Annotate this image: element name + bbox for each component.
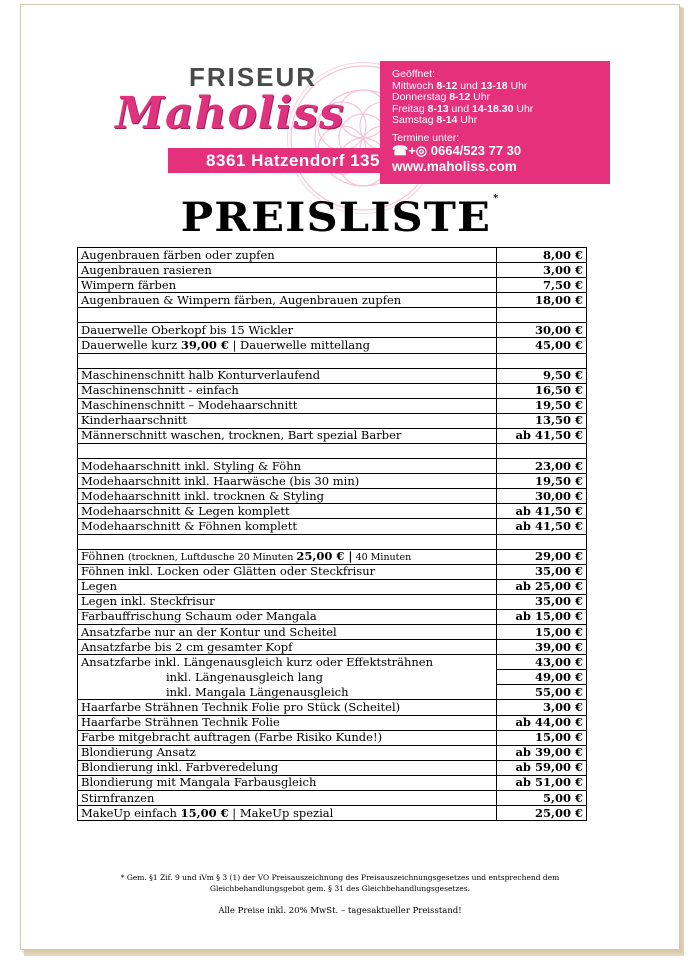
price-row	[78, 338, 587, 353]
price-value: ab 25,00 €	[497, 579, 587, 594]
service-name: Ansatzfarbe nur an der Kontur und Scheitel	[78, 624, 497, 639]
price-row	[78, 248, 587, 263]
service-name: Föhnen inkl. Locken oder Glätten oder Steckfrisur	[78, 564, 497, 579]
service-name: Ansatzfarbe bis 2 cm gesamter Kopf	[78, 640, 497, 655]
price-value: ab 41,50 €	[497, 428, 587, 443]
price-row	[78, 685, 587, 700]
price-row	[78, 413, 587, 428]
service-name: Blondierung mit Mangala Farbausgleich	[78, 775, 497, 790]
price-value: ab 41,50 €	[497, 504, 587, 519]
service-name: Farbauffrischung Schaum oder Mangala	[78, 609, 497, 624]
vat-note: Alle Preise inkl. 20% MwSt. – tagesaktueller Preisstand!	[218, 906, 462, 916]
price-value: 13,50 €	[497, 413, 587, 428]
price-value: ab 41,50 €	[497, 519, 587, 534]
price-row	[78, 640, 587, 655]
service-name: Modehaarschnitt inkl. Styling & Föhn	[78, 459, 497, 474]
service-name: Haarfarbe Strähnen Technik Folie pro Stück (Scheitel)	[78, 700, 497, 715]
service-name: Augenbrauen färben oder zupfen	[78, 248, 497, 263]
price-row	[78, 700, 587, 715]
price-row	[78, 564, 587, 579]
price-row	[78, 730, 587, 745]
price-row	[78, 624, 587, 639]
price-value: 25,00 €	[497, 806, 587, 821]
service-name: Dauerwelle Oberkopf bis 15 Wickler	[78, 323, 497, 338]
price-row	[78, 504, 587, 519]
service-name: Kinderhaarschnitt	[78, 413, 497, 428]
appointments-label: Termine unter:	[392, 131, 460, 144]
hours-list	[392, 81, 610, 127]
phone-whatsapp-icon: ☎+◎	[392, 143, 428, 158]
service-name: Männerschnitt waschen, trocknen, Bart spezial Barber	[78, 428, 497, 443]
spacer-row	[78, 308, 587, 323]
opening-hours-box	[380, 61, 610, 184]
price-value: 35,00 €	[497, 594, 587, 609]
price-row	[78, 519, 587, 534]
service-name: Haarfarbe Strähnen Technik Folie	[78, 715, 497, 730]
price-value: 23,00 €	[497, 459, 587, 474]
price-row	[78, 791, 587, 806]
price-row	[78, 368, 587, 383]
price-value: 39,00 €	[497, 640, 587, 655]
price-row	[78, 745, 587, 760]
price-value: 19,50 €	[497, 398, 587, 413]
price-value: 15,00 €	[497, 730, 587, 745]
price-value: ab 44,00 €	[497, 715, 587, 730]
service-name: Farbe mitgebracht auftragen (Farbe Risiko Kunde!)	[78, 730, 497, 745]
price-row	[78, 806, 587, 821]
price-value: 3,00 €	[497, 263, 587, 278]
service-name: Maschinenschnitt halb Konturverlaufend	[78, 368, 497, 383]
price-value: ab 59,00 €	[497, 760, 587, 775]
price-row	[78, 760, 587, 775]
service-name: Augenbrauen & Wimpern färben, Augenbrauen zupfen	[78, 293, 497, 308]
service-name: Modehaarschnitt inkl. trocknen & Styling	[78, 489, 497, 504]
price-value: 9,50 €	[497, 368, 587, 383]
service-name: Stirnfranzen	[78, 791, 497, 806]
hours-row: Freitag 8-13 und 14-18.30 Uhr	[392, 102, 534, 115]
price-value: 43,00 €	[497, 655, 587, 670]
hours-row: Samstag 8-14 Uhr	[392, 114, 478, 126]
service-name: Maschinenschnitt - einfach	[78, 383, 497, 398]
price-row	[78, 428, 587, 443]
price-row	[78, 459, 587, 474]
price-value: 35,00 €	[497, 564, 587, 579]
price-value: 55,00 €	[497, 685, 587, 700]
service-name: Dauerwelle kurz 39,00 € | Dauerwelle mittellang	[78, 338, 497, 353]
service-name: Blondierung Ansatz	[78, 745, 497, 760]
service-name: inkl. Längenausgleich lang	[78, 670, 497, 685]
price-value: 45,00 €	[497, 338, 587, 353]
hours-label: Geöffnet:	[392, 68, 436, 80]
spacer-row	[78, 534, 587, 549]
price-row	[78, 398, 587, 413]
service-name: Föhnen (trocknen, Luftdusche 20 Minuten 25,00 € | 40 Minuten	[78, 549, 497, 564]
website-link[interactable]: www.maholiss.com	[392, 158, 517, 174]
price-row	[78, 655, 587, 670]
service-name: inkl. Mangala Längenausgleich	[78, 685, 497, 700]
price-value: ab 15,00 €	[497, 609, 587, 624]
price-value: 16,50 €	[497, 383, 587, 398]
phone-number[interactable]: 0664/523 77 30	[430, 143, 522, 158]
price-value: 7,50 €	[497, 278, 587, 293]
salon-logo	[80, 60, 380, 178]
price-row	[78, 579, 587, 594]
service-name: MakeUp einfach 15,00 € | MakeUp spezial	[78, 806, 497, 821]
price-value: 3,00 €	[497, 700, 587, 715]
price-value: 29,00 €	[497, 549, 587, 564]
price-row	[78, 715, 587, 730]
service-name: Modehaarschnitt & Legen komplett	[78, 504, 497, 519]
hours-row: Donnerstag 8-12 Uhr	[392, 91, 491, 103]
spacer-row	[78, 444, 587, 459]
brand-name: Maholiss	[115, 88, 345, 139]
price-value: 5,00 €	[497, 791, 587, 806]
title-footnote-mark: *	[493, 194, 500, 204]
service-name: Legen inkl. Steckfrisur	[78, 594, 497, 609]
address-banner: 8361 Hatzendorf 135	[168, 148, 418, 173]
price-row	[78, 474, 587, 489]
service-name: Maschinenschnitt – Modehaarschnitt	[78, 398, 497, 413]
price-row	[78, 263, 587, 278]
price-value: 30,00 €	[497, 489, 587, 504]
price-value: 30,00 €	[497, 323, 587, 338]
service-name: Wimpern färben	[78, 278, 497, 293]
brand-top: FRISEUR	[188, 62, 318, 92]
price-row	[78, 609, 587, 624]
price-row	[78, 383, 587, 398]
legal-footnote: * Gem. §1 Zif. 9 und iVm § 3 (1) der VO Preisauszeichnung des Preisauszeichnungsgesetzes und entsprechend dem Gleichbehandlungsgebot gem. § 31 des Gleichbehandlungsgesetzes.	[120, 873, 560, 893]
price-value: 19,50 €	[497, 474, 587, 489]
price-value: ab 51,00 €	[497, 775, 587, 790]
phone-line	[392, 145, 610, 157]
price-row	[78, 549, 587, 564]
price-row	[78, 775, 587, 790]
price-value: 49,00 €	[497, 670, 587, 685]
price-value: 15,00 €	[497, 624, 587, 639]
service-name: Ansatzfarbe inkl. Längenausgleich kurz oder Effektsträhnen	[78, 655, 497, 670]
price-value: ab 39,00 €	[497, 745, 587, 760]
price-row	[78, 293, 587, 308]
price-row	[78, 594, 587, 609]
service-name: Modehaarschnitt inkl. Haarwäsche (bis 30 min)	[78, 474, 497, 489]
service-name: Blondierung inkl. Farbveredelung	[78, 760, 497, 775]
price-row	[78, 323, 587, 338]
service-name: Augenbrauen rasieren	[78, 263, 497, 278]
price-row	[78, 670, 587, 685]
price-table	[77, 247, 587, 821]
price-row	[78, 278, 587, 293]
price-value: 8,00 €	[497, 248, 587, 263]
service-name: Legen	[78, 579, 497, 594]
spacer-row	[78, 353, 587, 368]
price-value: 18,00 €	[497, 293, 587, 308]
hours-row: Mittwoch 8-12 und 13-18 Uhr	[392, 79, 528, 92]
price-row	[78, 489, 587, 504]
service-name: Modehaarschnitt & Föhnen komplett	[78, 519, 497, 534]
page-title: PREISLISTE *	[180, 194, 500, 241]
